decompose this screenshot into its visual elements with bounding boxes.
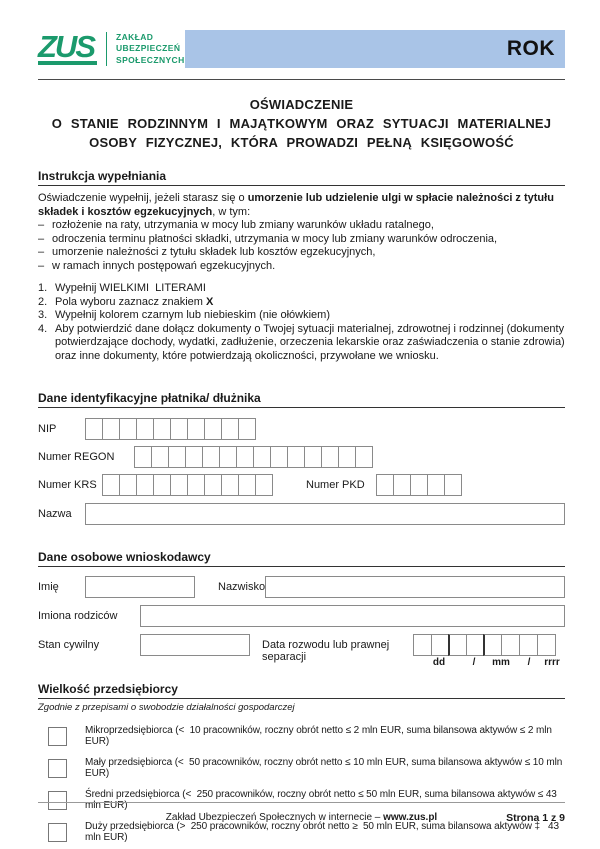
char-box[interactable] — [151, 446, 169, 468]
size-option-label: Mały przedsiębiorca (< 50 pracowników, roczny obrót netto ≤ 10 mln EUR, suma bilansowa aktywów ≤ 10 mln EUR) — [85, 757, 565, 779]
char-box[interactable] — [153, 474, 171, 496]
stan-cywilny-input[interactable] — [140, 634, 250, 656]
imiona-rodzicow-label: Imiona rodziców — [38, 610, 118, 622]
list-item — [38, 246, 565, 260]
form-code-bar — [185, 30, 565, 68]
pkd-label: Numer PKD — [306, 479, 365, 491]
char-box[interactable] — [287, 446, 305, 468]
small-checkbox[interactable] — [48, 759, 67, 778]
list-item-text: umorzenie należności z tytułu składek lub kosztów egzekucyjnych, — [52, 246, 376, 258]
identification-heading: Dane identyfikacyjne płatnika/ dłużnika — [38, 391, 565, 408]
size-option-row — [38, 757, 565, 779]
instructions-intro — [38, 192, 565, 219]
footer-rule — [38, 802, 565, 803]
intro-text: , w tym: — [212, 205, 251, 218]
large-checkbox[interactable] — [48, 823, 67, 842]
dash: – — [38, 246, 45, 258]
instructions-section — [38, 169, 568, 363]
char-box[interactable] — [393, 474, 411, 496]
char-box[interactable] — [338, 446, 356, 468]
company-size-subtitle: Zgodnie z przepisami o swobodzie działalności gospodarczej — [38, 702, 295, 713]
intro-text: Oświadczenie wypełnij, jeżeli starasz się o — [38, 192, 248, 204]
zus-logo-icon: ZUS — [38, 33, 97, 66]
size-option-label: Duży przedsiębiorca (> 250 pracowników, roczny obrót netto ≥ 50 mln EUR, suma bilansowa aktywów ‡ 43 mln EUR) — [85, 821, 562, 843]
org-line: ZAKŁAD — [116, 32, 154, 43]
regon-input[interactable] — [134, 446, 373, 468]
numbered-list — [38, 282, 568, 363]
dash: – — [38, 259, 45, 272]
title-line-2: O STANIE RODZINNYM I MAJĄTKOWYM ORAZ SYTUACJI MATERIALNEJ — [51, 116, 552, 131]
char-box[interactable] — [321, 446, 339, 468]
nip-input[interactable] — [85, 418, 256, 440]
list-item — [38, 219, 565, 233]
size-option-row — [38, 821, 565, 843]
nazwa-row — [38, 503, 565, 525]
org-name — [116, 32, 185, 65]
char-box[interactable] — [136, 474, 154, 496]
divorce-date-input[interactable] — [413, 634, 565, 656]
regon-label: Numer REGON — [38, 451, 115, 463]
dash: – — [38, 232, 45, 245]
hint-dd: dd — [432, 657, 446, 668]
char-box[interactable] — [238, 474, 256, 496]
char-box[interactable] — [136, 418, 154, 440]
name-row — [38, 576, 565, 598]
nazwa-input[interactable] — [85, 503, 565, 525]
page-number: Strona 1 z 9 — [506, 812, 565, 824]
char-box[interactable] — [119, 418, 137, 440]
parents-row — [38, 605, 565, 627]
header-rule — [38, 79, 565, 80]
char-box[interactable] — [410, 474, 428, 496]
nip-row — [38, 418, 565, 440]
char-box[interactable] — [519, 634, 538, 656]
size-option-label: Średni przedsiębiorca (< 250 pracowników, roczny obrót netto ≤ 50 mln EUR, suma bilansowa aktywów ≤ 43 mln EUR) — [85, 789, 560, 811]
identification-section — [38, 391, 565, 525]
header — [38, 26, 565, 72]
list-item-text: odroczenia terminu płatności składki, utrzymania w mocy lub zmiany warunków odroczenia, — [52, 232, 498, 245]
char-box[interactable] — [427, 474, 445, 496]
list-item — [38, 233, 565, 247]
logo-divider — [106, 32, 107, 66]
instructions-heading: Instrukcja wypełniania — [38, 169, 565, 186]
size-option-row — [38, 725, 565, 747]
nazwa-label: Nazwa — [38, 508, 72, 520]
hint-rrrr: rrrr — [544, 657, 560, 668]
imie-label: Imię — [38, 581, 59, 593]
char-box[interactable] — [413, 634, 432, 656]
char-box[interactable] — [85, 418, 103, 440]
hint-mm: mm — [492, 657, 510, 668]
list-item — [38, 296, 565, 310]
list-item — [38, 309, 565, 323]
krs-input[interactable] — [102, 474, 273, 496]
char-box[interactable] — [102, 418, 120, 440]
regon-row — [38, 446, 565, 468]
char-box[interactable] — [376, 474, 394, 496]
data-rozwodu-label: Data rozwodu lub prawnej separacji — [262, 639, 390, 663]
krs-label: Numer KRS — [38, 479, 97, 491]
form-title — [38, 95, 565, 152]
list-number: 4. — [38, 322, 48, 335]
char-box[interactable] — [221, 474, 239, 496]
char-box[interactable] — [204, 474, 222, 496]
char-box[interactable] — [444, 474, 462, 496]
imiona-rodzicow-input[interactable] — [140, 605, 565, 627]
stan-cywilny-label: Stan cywilny — [38, 639, 100, 651]
date-format-hint — [413, 657, 565, 668]
footer-center-text: Zakład Ubezpieczeń Społecznych w internecie – www.zus.pl — [165, 812, 438, 823]
hint-slash: / — [527, 657, 531, 668]
char-box[interactable] — [168, 446, 186, 468]
footer-url: www.zus.pl — [383, 812, 438, 823]
char-box[interactable] — [185, 446, 203, 468]
dash: – — [38, 219, 45, 231]
list-number: 2. — [38, 295, 48, 308]
list-number: 3. — [38, 309, 48, 321]
char-box[interactable] — [355, 446, 373, 468]
personal-section — [38, 550, 565, 668]
imie-input[interactable] — [85, 576, 195, 598]
list-item-text: rozłożenie na raty, utrzymania w mocy lub zmiany warunków układu ratalnego, — [52, 219, 434, 231]
list-item-text: Wypełnij kolorem czarnym lub niebieskim (nie ołówkiem) — [55, 309, 330, 321]
zus-logo — [38, 28, 185, 66]
char-box[interactable] — [236, 446, 254, 468]
nip-label: NIP — [38, 423, 57, 435]
char-box[interactable] — [537, 634, 556, 656]
list-item-text: Pola wyboru zaznacz znakiem X — [55, 295, 214, 308]
title-line-1: OŚWIADCZENIE — [249, 97, 354, 112]
char-box[interactable] — [255, 474, 273, 496]
char-box[interactable] — [102, 474, 120, 496]
divorce-date-field — [413, 634, 565, 668]
nazwisko-label: Nazwisko — [218, 581, 266, 593]
char-box[interactable] — [501, 634, 520, 656]
char-box[interactable] — [253, 446, 271, 468]
char-box[interactable] — [170, 418, 188, 440]
list-item — [38, 282, 565, 296]
company-size-heading: Wielkość przedsiębiorcy — [38, 682, 565, 699]
list-item-text: w ramach innych postępowań egzekucyjnych. — [52, 259, 276, 272]
char-box[interactable] — [238, 418, 256, 440]
micro-checkbox[interactable] — [48, 727, 67, 746]
nazwisko-input[interactable] — [265, 576, 565, 598]
char-box[interactable] — [202, 446, 220, 468]
dash-list — [38, 219, 565, 273]
form-code: ROK — [506, 37, 555, 60]
char-box[interactable] — [153, 418, 171, 440]
list-item-text: Wypełnij WIELKIMI LITERAMI — [55, 282, 206, 294]
char-box[interactable] — [134, 446, 152, 468]
hint-slash: / — [472, 657, 476, 668]
footer — [38, 802, 565, 823]
marital-row — [38, 634, 565, 668]
char-box[interactable] — [221, 418, 239, 440]
list-number: 1. — [38, 282, 48, 294]
footer-text-row — [38, 812, 565, 823]
krs-pkd-row — [38, 474, 565, 496]
char-box[interactable] — [219, 446, 237, 468]
list-item — [38, 322, 568, 364]
list-item — [38, 260, 565, 274]
char-box[interactable] — [187, 418, 205, 440]
char-box[interactable] — [270, 446, 288, 468]
char-box[interactable] — [304, 446, 322, 468]
size-option-label: Mikroprzedsiębiorca (< 10 pracowników, roczny obrót netto ≤ 2 mln EUR, suma bilansowa aktywów ≤ 2 mln EUR) — [85, 725, 555, 747]
char-box[interactable] — [483, 634, 502, 656]
char-box[interactable] — [187, 474, 205, 496]
pkd-input[interactable] — [376, 474, 462, 496]
personal-heading: Dane osobowe wnioskodawcy — [38, 550, 565, 567]
title-line-3: OSOBY FIZYCZNEJ, KTÓRA PROWADZI PEŁNĄ KSIĘGOWOŚĆ — [89, 135, 514, 150]
org-line: UBEZPIECZEŃ — [116, 43, 181, 54]
char-box[interactable] — [204, 418, 222, 440]
intro-bold-text: umorzenie lub udzielenie ulgi w spłacie należności z tytułu składek i kosztów egzekucyjnych — [38, 192, 557, 218]
char-box[interactable] — [448, 634, 467, 656]
list-item-text: Aby potwierdzić dane dołącz dokumenty o Twojej sytuacji materialnej, zdrowotnej i rodzinnej (dokumenty potwierdzające dochody, wydatki, zadłużenie, orzeczenia lekarskie oraz zaświadczenia o stanie zdrowia) oraz inne dokumenty, które potwierdzają okoliczności, przywołane we wniosku. — [55, 322, 568, 362]
char-box[interactable] — [119, 474, 137, 496]
char-box[interactable] — [170, 474, 188, 496]
org-line: SPOŁECZNYCH — [116, 54, 185, 65]
